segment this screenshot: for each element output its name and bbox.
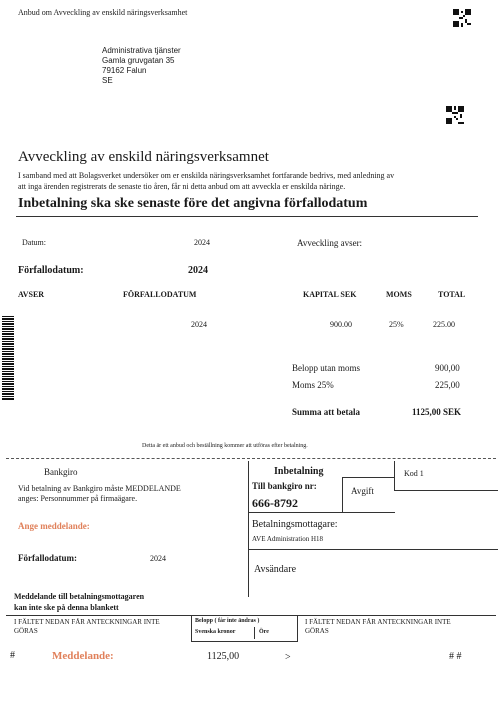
intro-body-line1: I samband med att Bolagsverket undersöker om er enskilda näringsverksamhet fortfarande bedrivs, med anledning av	[18, 171, 395, 180]
row-due: 2024	[191, 320, 207, 329]
avgift-label: Avgift	[351, 486, 374, 496]
datum-value: 2024	[194, 238, 210, 247]
recipient-country: SE	[102, 76, 113, 85]
recipient-name: Administrativa tjänster	[102, 46, 181, 55]
due-date-label: Förfallodatum:	[18, 265, 84, 276]
col-moms: MOMS	[386, 290, 412, 299]
barcode-icon	[2, 316, 14, 400]
col-kapital: KAPITAL SEK	[303, 290, 357, 299]
avveckling-label: Avveckling avser:	[297, 238, 363, 248]
document-title: Anbud om Avveckling av enskild näringsverksamhet	[18, 8, 188, 17]
recipient-postal: 79162 Falun	[102, 66, 147, 75]
bankgiro-box-border	[249, 512, 395, 513]
due-date-value: 2024	[188, 265, 208, 276]
col-avser: AVSER	[18, 290, 45, 299]
moms-label: Moms 25%	[292, 380, 334, 390]
datum-label: Datum:	[22, 238, 46, 247]
kod-box-border	[394, 490, 498, 491]
belopp-box-border	[297, 615, 298, 641]
avgift-box-border	[342, 477, 343, 512]
ore-label: Öre	[259, 629, 269, 635]
bankgiro-title: Bankgiro	[44, 467, 78, 477]
summa-label: Summa att betala	[292, 407, 360, 417]
slip-due-label: Förfallodatum:	[18, 553, 77, 563]
recipient-street: Gamla gruvgatan 35	[102, 56, 175, 65]
belopp-box-border	[191, 641, 298, 642]
ore-separator	[254, 627, 255, 639]
bottom-divider	[6, 615, 496, 616]
row-moms: 25%	[389, 320, 404, 329]
cut-line	[6, 458, 496, 459]
bankgiro-number: 666-8792	[252, 496, 298, 510]
row-total: 225.00	[433, 320, 455, 329]
belopp-box-border	[191, 615, 192, 641]
kronor-label: Svenska kronor	[195, 629, 236, 635]
hash-left: #	[10, 650, 15, 661]
kod-label: Kod 1	[404, 469, 424, 478]
kod-box-border	[394, 461, 395, 490]
divider	[16, 216, 478, 217]
meddelande-notice-2: kan inte ske på denna blankett	[14, 603, 119, 612]
mottagare-box-border	[249, 549, 498, 550]
ange-meddelande-label: Ange meddelande:	[18, 521, 90, 531]
avgift-box-border	[342, 477, 394, 478]
row-kapital: 900.00	[330, 320, 352, 329]
arrow-icon: >	[285, 652, 291, 663]
mottagare-label: Betalningsmottagare:	[252, 519, 338, 530]
avsandare-label: Avsändare	[254, 564, 297, 575]
mottagare-value: AVE Administration H18	[252, 535, 324, 543]
no-notes-left-2: GÖRAS	[14, 627, 38, 635]
moms-value: 225,00	[435, 380, 460, 390]
belopp-value: 900,00	[435, 363, 460, 373]
meddelande-label: Meddelande:	[52, 650, 114, 662]
qr-code-icon	[453, 9, 471, 27]
belopp-box-label: Belopp ( får inte ändras )	[195, 618, 260, 624]
payment-notice: Inbetalning ska ske senaste före det angivna förfallodatum	[18, 196, 368, 211]
no-notes-left-1: I FÄLTET NEDAN FÅR ANTECKNINGAR INTE	[14, 618, 160, 626]
inbetalning-title: Inbetalning	[274, 466, 324, 477]
bankgiro-text-1: Vid betalning av Bankgiro måste MEDDELANDE	[18, 484, 181, 493]
hash-right: # #	[449, 651, 462, 662]
till-bankgiro-label: Till bankgiro nr:	[252, 481, 317, 491]
slip-due-value: 2024	[150, 554, 166, 563]
intro-heading: Avveckling av enskild näringsverksamnet	[18, 149, 269, 165]
bankgiro-text-2: anges: Personnummer på firmaägare.	[18, 494, 138, 503]
col-total: TOTAL	[438, 290, 466, 299]
col-forfallodatum: FÖRFALLODATUM	[123, 290, 197, 299]
amount-value: 1125,00	[207, 651, 240, 662]
offer-footnote: Detta är ett anbud och beställning kommer att utföras efter betalning.	[142, 443, 308, 449]
slip-divider	[248, 461, 249, 597]
belopp-label: Belopp utan moms	[292, 363, 360, 373]
meddelande-notice-1: Meddelande till betalningsmottagaren	[14, 592, 145, 601]
no-notes-right-2: GÖRAS	[305, 627, 329, 635]
intro-body-line2: att inga ärenden registrerats de senaste tio åren, får ni detta anbud om att avveckla er enskilda näringe.	[18, 182, 346, 191]
summa-value: 1125,00 SEK	[412, 407, 462, 417]
qr-code-icon	[446, 106, 464, 124]
no-notes-right-1: I FÄLTET NEDAN FÅR ANTECKNINGAR INTE	[305, 618, 451, 626]
